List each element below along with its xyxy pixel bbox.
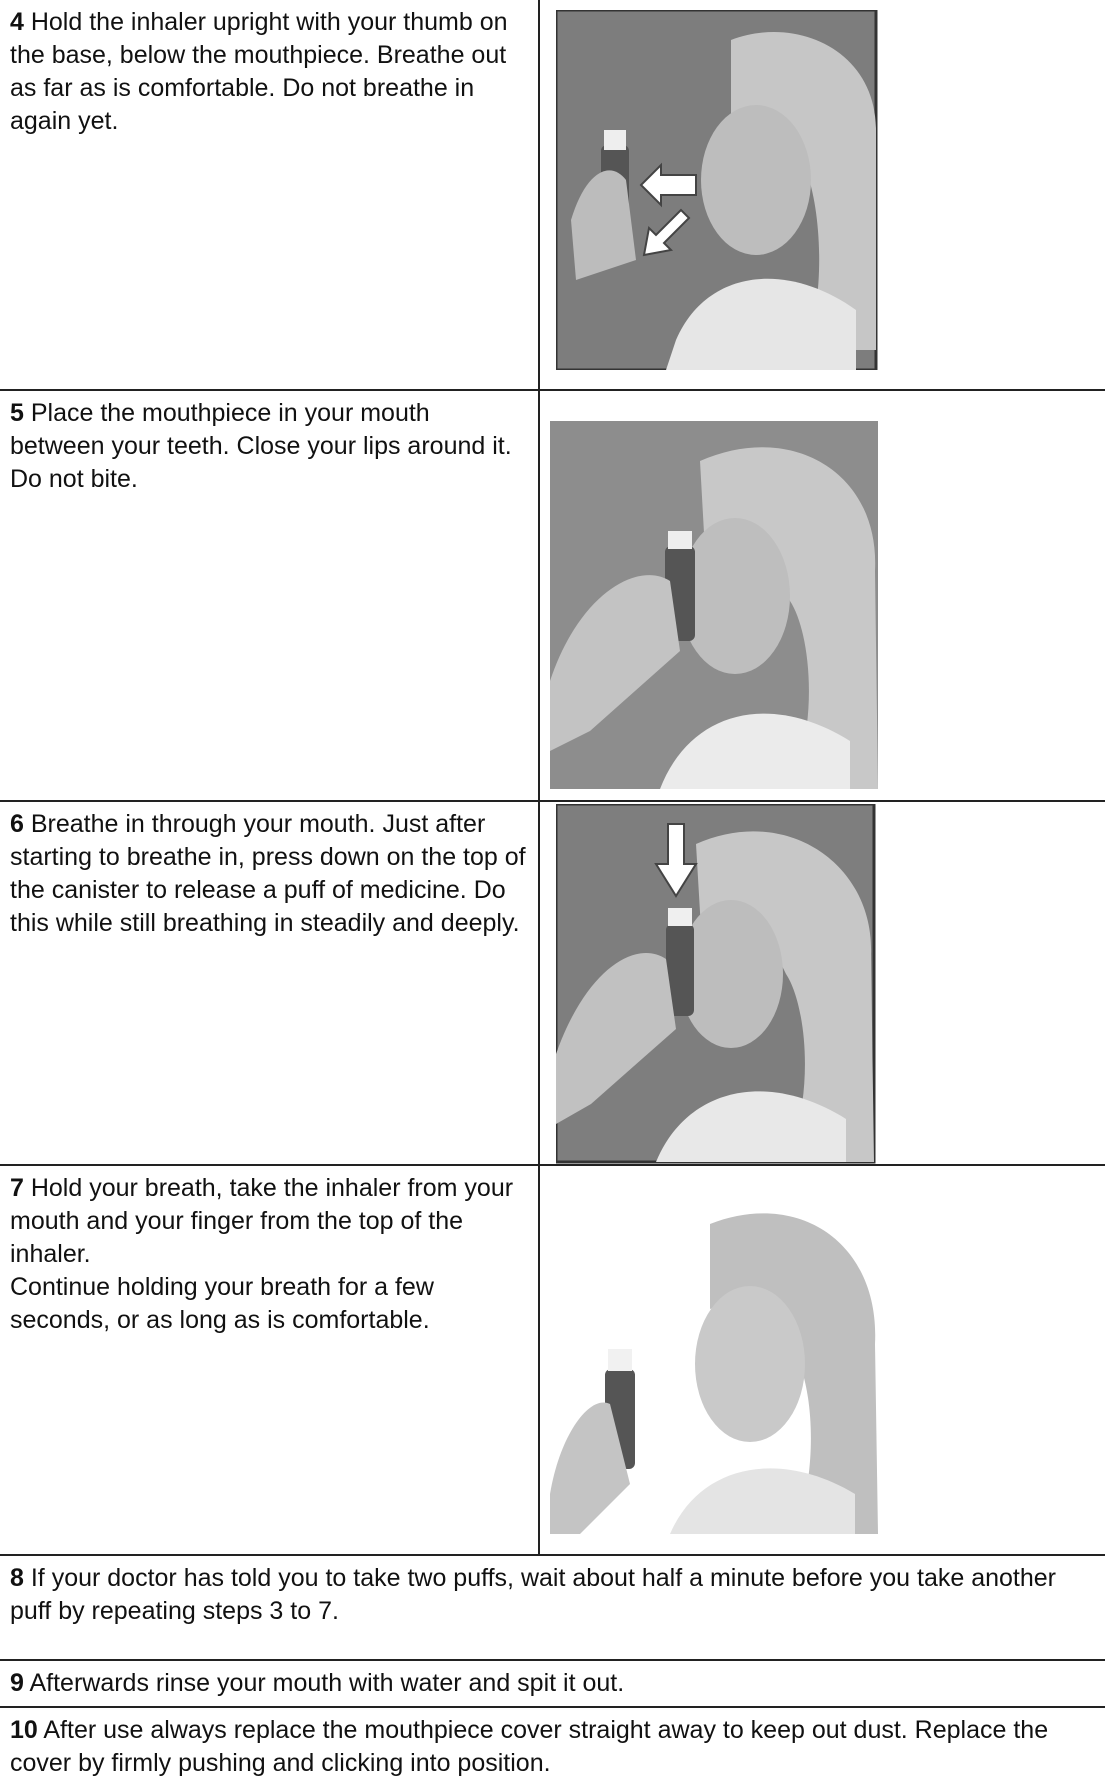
step-text: After use always replace the mouthpiece cover straight away to keep out dust. Replace the cover by firmly pushing and clicking into position. [10,1716,1049,1777]
woman-mouthpiece-icon [550,421,910,791]
step-10-cell [0,1707,1105,1787]
step-text: Continue holding your breath for a few seconds, or as long as is comfortable. [10,1273,434,1334]
step-5-image-cell [539,390,1105,801]
step-text: Hold the inhaler upright with your thumb on the base, below the mouthpiece. Breathe out as far as is comfortable. Do not breathe in again yet. [10,8,508,135]
step-row-5 [0,390,1105,801]
step-9-cell [0,1660,1105,1707]
step-number: 7 [10,1174,24,1202]
step-text: Afterwards rinse your mouth with water and spit it out. [23,1669,625,1697]
woman-hold-breath-icon [550,1194,910,1554]
step-4-text-cell [0,0,539,390]
step-number: 10 [10,1716,38,1744]
woman-press-canister-arrow-icon [556,804,916,1164]
step-4-image-cell [539,0,1105,390]
step-number: 6 [10,810,24,838]
step-number: 9 [10,1669,24,1697]
step-text: Hold your breath, take the inhaler from your mouth and your finger from the top of the inhaler. [10,1174,514,1268]
step-7-text-cell [0,1165,539,1555]
step-6-text-cell [0,801,539,1165]
step-text: Place the mouthpiece in your mouth between your teeth. Close your lips around it. Do not bite. [10,399,512,493]
woman-exhaling-arrows-icon [556,10,916,370]
step-row-8 [0,1555,1105,1660]
step-8-cell [0,1555,1105,1660]
step-5-text-cell [0,390,539,801]
step-text: If your doctor has told you to take two puffs, wait about half a minute before you take another puff by repeating steps 3 to 7. [10,1564,1057,1625]
step-text: Breathe in through your mouth. Just after starting to breathe in, press down on the top of the canister to release a puff of medicine. Do this while still breathing in steadily and deeply. [10,810,526,937]
step-row-4 [0,0,1105,390]
step-number: 4 [10,8,24,36]
step-number: 5 [10,399,24,427]
step-row-10 [0,1707,1105,1787]
step-7-image-cell [539,1165,1105,1555]
step-number: 8 [10,1564,24,1592]
step-row-7 [0,1165,1105,1555]
step-6-image-cell [539,801,1105,1165]
step-row-6 [0,801,1105,1165]
step-row-9 [0,1660,1105,1707]
